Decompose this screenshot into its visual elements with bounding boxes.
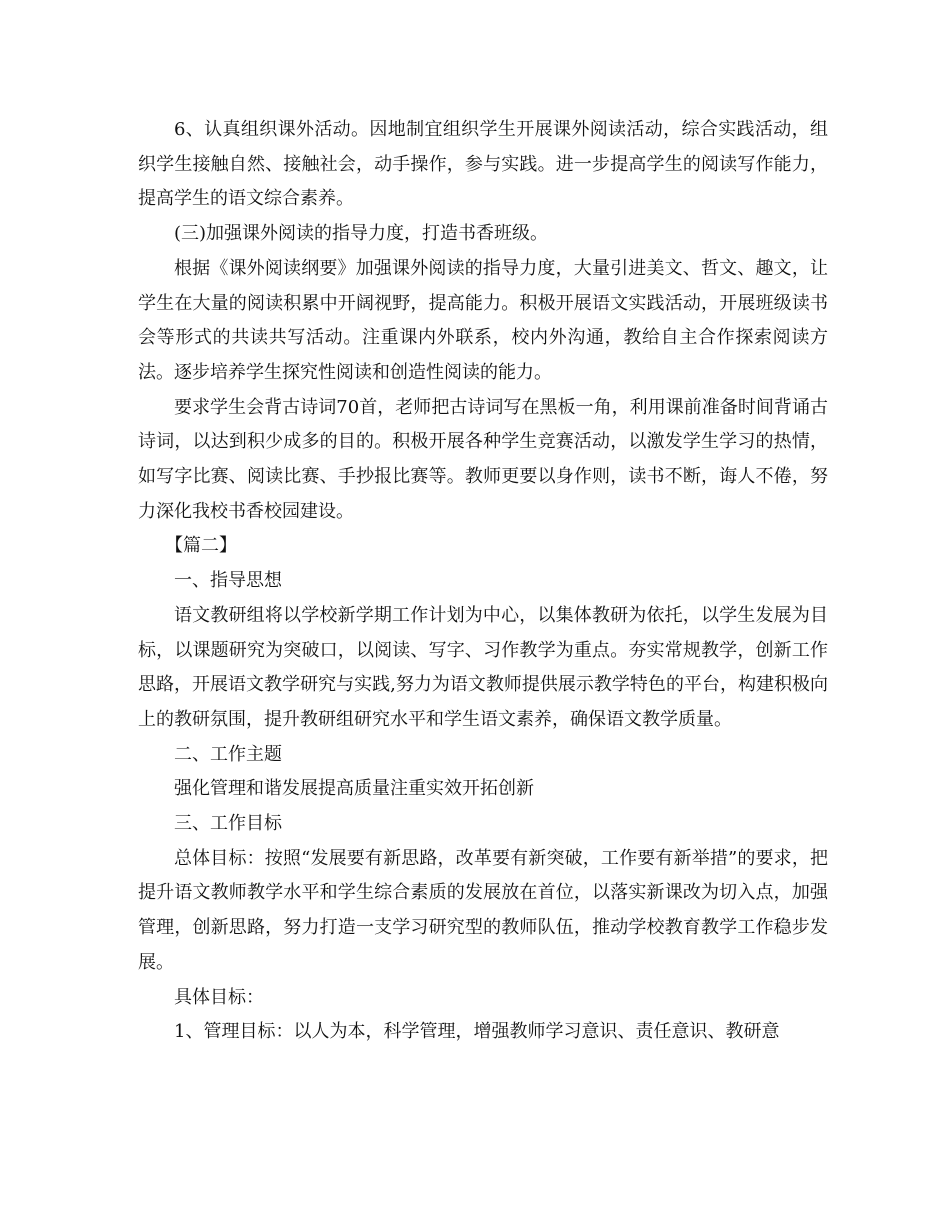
paragraph-poetry-requirement: 要求学生会背古诗词70首，老师把古诗词写在黑板一角，利用课前准备时间背诵古诗词，以达到积少成多的目的。积极开展各种学生竞赛活动，以激发学生学习的热情，如写字比赛、阅读比赛、手抄报比赛等。教师更要以身作则，读书不断，诲人不倦，努力深化我校书香校园建设。	[138, 396, 828, 522]
section-heading-work-theme: 二、工作主题	[174, 743, 282, 765]
section-heading-guiding-thought: 一、指导思想	[174, 570, 282, 592]
section-heading-work-goals: 三、工作目标	[174, 813, 282, 835]
paragraph-activities: 6、认真组织课外活动。因地制宜组织学生开展课外阅读活动，综合实践活动，组织学生接触自然、接触社会，动手操作，参与实践。进一步提高学生的阅读写作能力，提高学生的语文综合素养。	[138, 119, 828, 210]
paragraph-overall-goal: 总体目标：按照“发展要有新思路，改革要有新突破，工作要有新举措”的要求，把提升语文教师教学水平和学生综合素质的发展放在首位，以落实新课改为切入点，加强管理，创新思路，努力打造一支学习研究型的教师队伍，推动学校教育教学工作稳步发展。	[138, 847, 828, 973]
paragraph-management-goal: 1、管理目标：以人为本，科学管理，增强教师学习意识、责任意识、教研意	[174, 1021, 780, 1043]
paragraph-guiding-thought: 语文教研组将以学校新学期工作计划为中心，以集体教研为依托，以学生发展为目标，以课题研究为突破口，以阅读、写字、习作教学为重点。夯实常规教学，创新工作思路，开展语文教学研究与实践,努力为语文教师提供展示教学特色的平台，构建积极向上的教研氛围，提升教研组研究水平和学生语文素养，确保语文教学质量。	[138, 604, 828, 730]
document-body	[138, 113, 828, 1050]
section-heading-reading-guidance: (三)加强课外阅读的指导力度，打造书香班级。	[174, 223, 549, 245]
part-two-heading: 【篇二】	[165, 535, 237, 557]
paragraph-work-theme: 强化管理和谐发展提高质量注重实效开拓创新	[174, 778, 534, 800]
paragraph-reading-outline: 根据《课外阅读纲要》加强课外阅读的指导力度，大量引进美文、哲文、趣文，让学生在大量的阅读积累中开阔视野，提高能力。积极开展语文实践活动，开展班级读书会等形式的共读共写活动。注重课内外联系，校内外沟通，教给自主合作探索阅读方法。逐步培养学生探究性阅读和创造性阅读的能力。	[138, 257, 828, 383]
paragraph-specific-goals-label: 具体目标：	[174, 986, 264, 1008]
